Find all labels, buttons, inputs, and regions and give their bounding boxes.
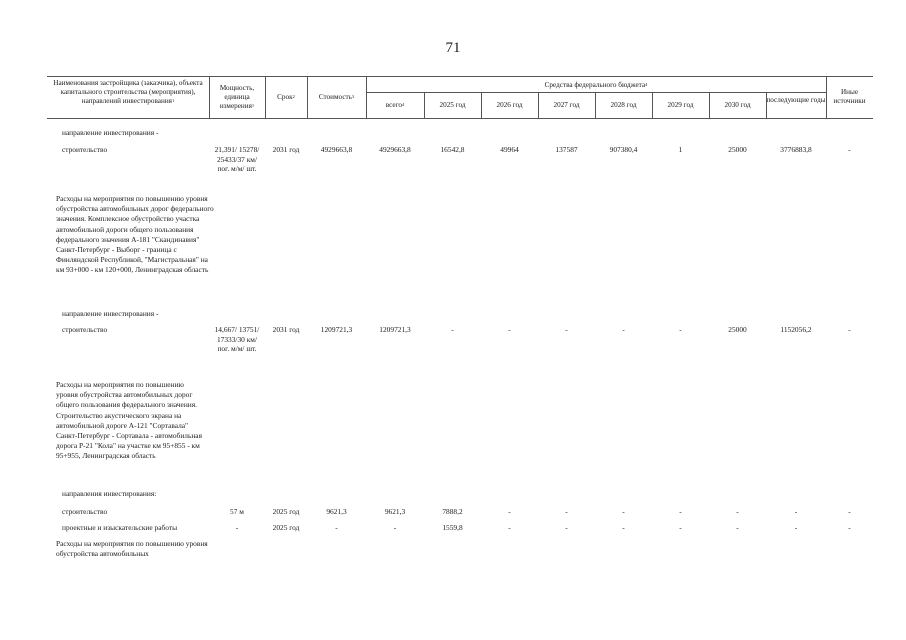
cell-2026: 49964 <box>500 145 519 154</box>
cell-2027: - <box>565 325 568 334</box>
cell-2026: - <box>508 507 511 516</box>
header-other: Иные источники <box>833 88 866 105</box>
cell-other: - <box>848 325 851 334</box>
header-term: Срок$^2$ <box>277 93 295 101</box>
cell-other: - <box>848 523 851 532</box>
cell-cost: 1209721,3 <box>320 325 353 334</box>
cell-capacity: 21,391/ 15278/ 25433/37 км/пог. м/м/ шт. <box>214 145 260 174</box>
cell-2025: 16542,8 <box>440 145 465 154</box>
cell-other: - <box>848 507 851 516</box>
cell-2030: - <box>736 507 739 516</box>
row-label: строительство <box>62 325 108 334</box>
cell-term: 2025 год <box>272 507 300 516</box>
header-federal-budget: Средства федерального бюджета$^4$ <box>544 81 648 89</box>
header-mid-rule <box>366 92 826 93</box>
header-2027: 2027 год <box>553 101 580 109</box>
row-label: строительство <box>62 145 108 154</box>
header-2025: 2025 год <box>439 101 466 109</box>
cell-2029: - <box>679 507 682 516</box>
header-2030: 2030 год <box>724 101 751 109</box>
header-total: всего$^4$ <box>385 101 405 109</box>
cell-2029: - <box>679 523 682 532</box>
cell-total: 9621,3 <box>384 507 406 516</box>
cell-2030: 25000 <box>728 325 747 334</box>
cell-2025: 1559,8 <box>442 523 463 532</box>
header-capacity: Мощность, единица измерения$^1$ <box>219 84 255 110</box>
header-bottom-rule <box>47 118 873 119</box>
cell-2026: - <box>508 523 511 532</box>
measure-description: Расходы на мероприятия по повышению уровня обустройства автомобильных дорог федерального значения. Комплексное обустройство участка автомобильной дороги общего пользования федерального значения А-181 "Скандинавия" Санкт-Петербург - Выборг - граница с Финляндской Республикой, "Магистральная" на км 93+000 - км 120+000, Ленинградская область <box>56 194 214 275</box>
cell-2025: - <box>451 325 454 334</box>
cell-2030: 25000 <box>728 145 747 154</box>
cell-total: 1209721,3 <box>379 325 411 334</box>
direction-label: направление инвестирования - <box>62 309 159 318</box>
cell-2028: - <box>622 507 625 516</box>
header-cost: Стоимость$^3$ <box>318 93 355 101</box>
cell-2027: - <box>565 507 568 516</box>
cell-subsequent: - <box>794 507 798 516</box>
cell-total: - <box>393 523 397 532</box>
header-top-rule <box>47 76 873 77</box>
cell-2028: - <box>622 325 625 334</box>
cell-term: 2031 год <box>272 145 300 154</box>
measure-description: Расходы на мероприятия по повышению уровня обустройства автомобильных дорог общего пользования федерального значения. Строительство акустического экрана на автомобильной дороге А-121 "Сортавала" Санкт-Петербург - Сортавала - автомобильная дорога Р-21 "Кола" на участке км 95+855 - км 95+955, Ленинградская область <box>56 380 202 461</box>
row-label: проектные и изыскательские работы <box>62 523 178 532</box>
cell-capacity: 14,667/ 13751/ 17333/30 км/пог. м/м/ шт. <box>214 325 260 354</box>
cell-2029: 1 <box>678 145 683 154</box>
cell-total: 4929663,8 <box>379 145 411 154</box>
cell-2028: - <box>622 523 625 532</box>
cell-2025: 7888,2 <box>442 507 463 516</box>
cell-2027: 137587 <box>555 145 578 154</box>
cell-term: 2031 год <box>272 325 300 334</box>
cell-term: 2025 год <box>272 523 300 532</box>
row-label: строительство <box>62 507 108 516</box>
cell-subsequent: 3776883,8 <box>780 145 812 154</box>
header-subsequent: последующие годы <box>766 96 826 104</box>
cell-2028: 907380,4 <box>609 145 638 154</box>
cell-cost: - <box>335 523 338 532</box>
page-number: 71 <box>445 40 461 56</box>
cell-2026: - <box>508 325 511 334</box>
cell-2027: - <box>565 523 568 532</box>
cell-subsequent: 1152056,2 <box>780 325 812 334</box>
header-2028: 2028 год <box>610 101 637 109</box>
header-2026: 2026 год <box>496 101 523 109</box>
measure-description: Расходы на мероприятия по повышению уровня обустройства автомобильных <box>56 539 208 559</box>
cell-capacity: - <box>235 523 239 532</box>
cell-other: - <box>848 145 851 154</box>
cell-cost: 9621,3 <box>326 507 347 516</box>
direction-label: направление инвестирования - <box>62 128 159 137</box>
cell-2029: - <box>679 325 682 334</box>
cell-cost: 4929663,8 <box>320 145 353 154</box>
header-2029: 2029 год <box>667 101 694 109</box>
cell-2030: - <box>736 523 739 532</box>
cell-subsequent: - <box>794 523 798 532</box>
header-name: Наименования застройщика (заказчика), объекта капитального строительства (мероприятия), направлений инвестирования$^1$ <box>53 79 203 105</box>
direction-label: направления инвестирования: <box>62 489 157 498</box>
cell-capacity: 57 м <box>230 507 244 516</box>
